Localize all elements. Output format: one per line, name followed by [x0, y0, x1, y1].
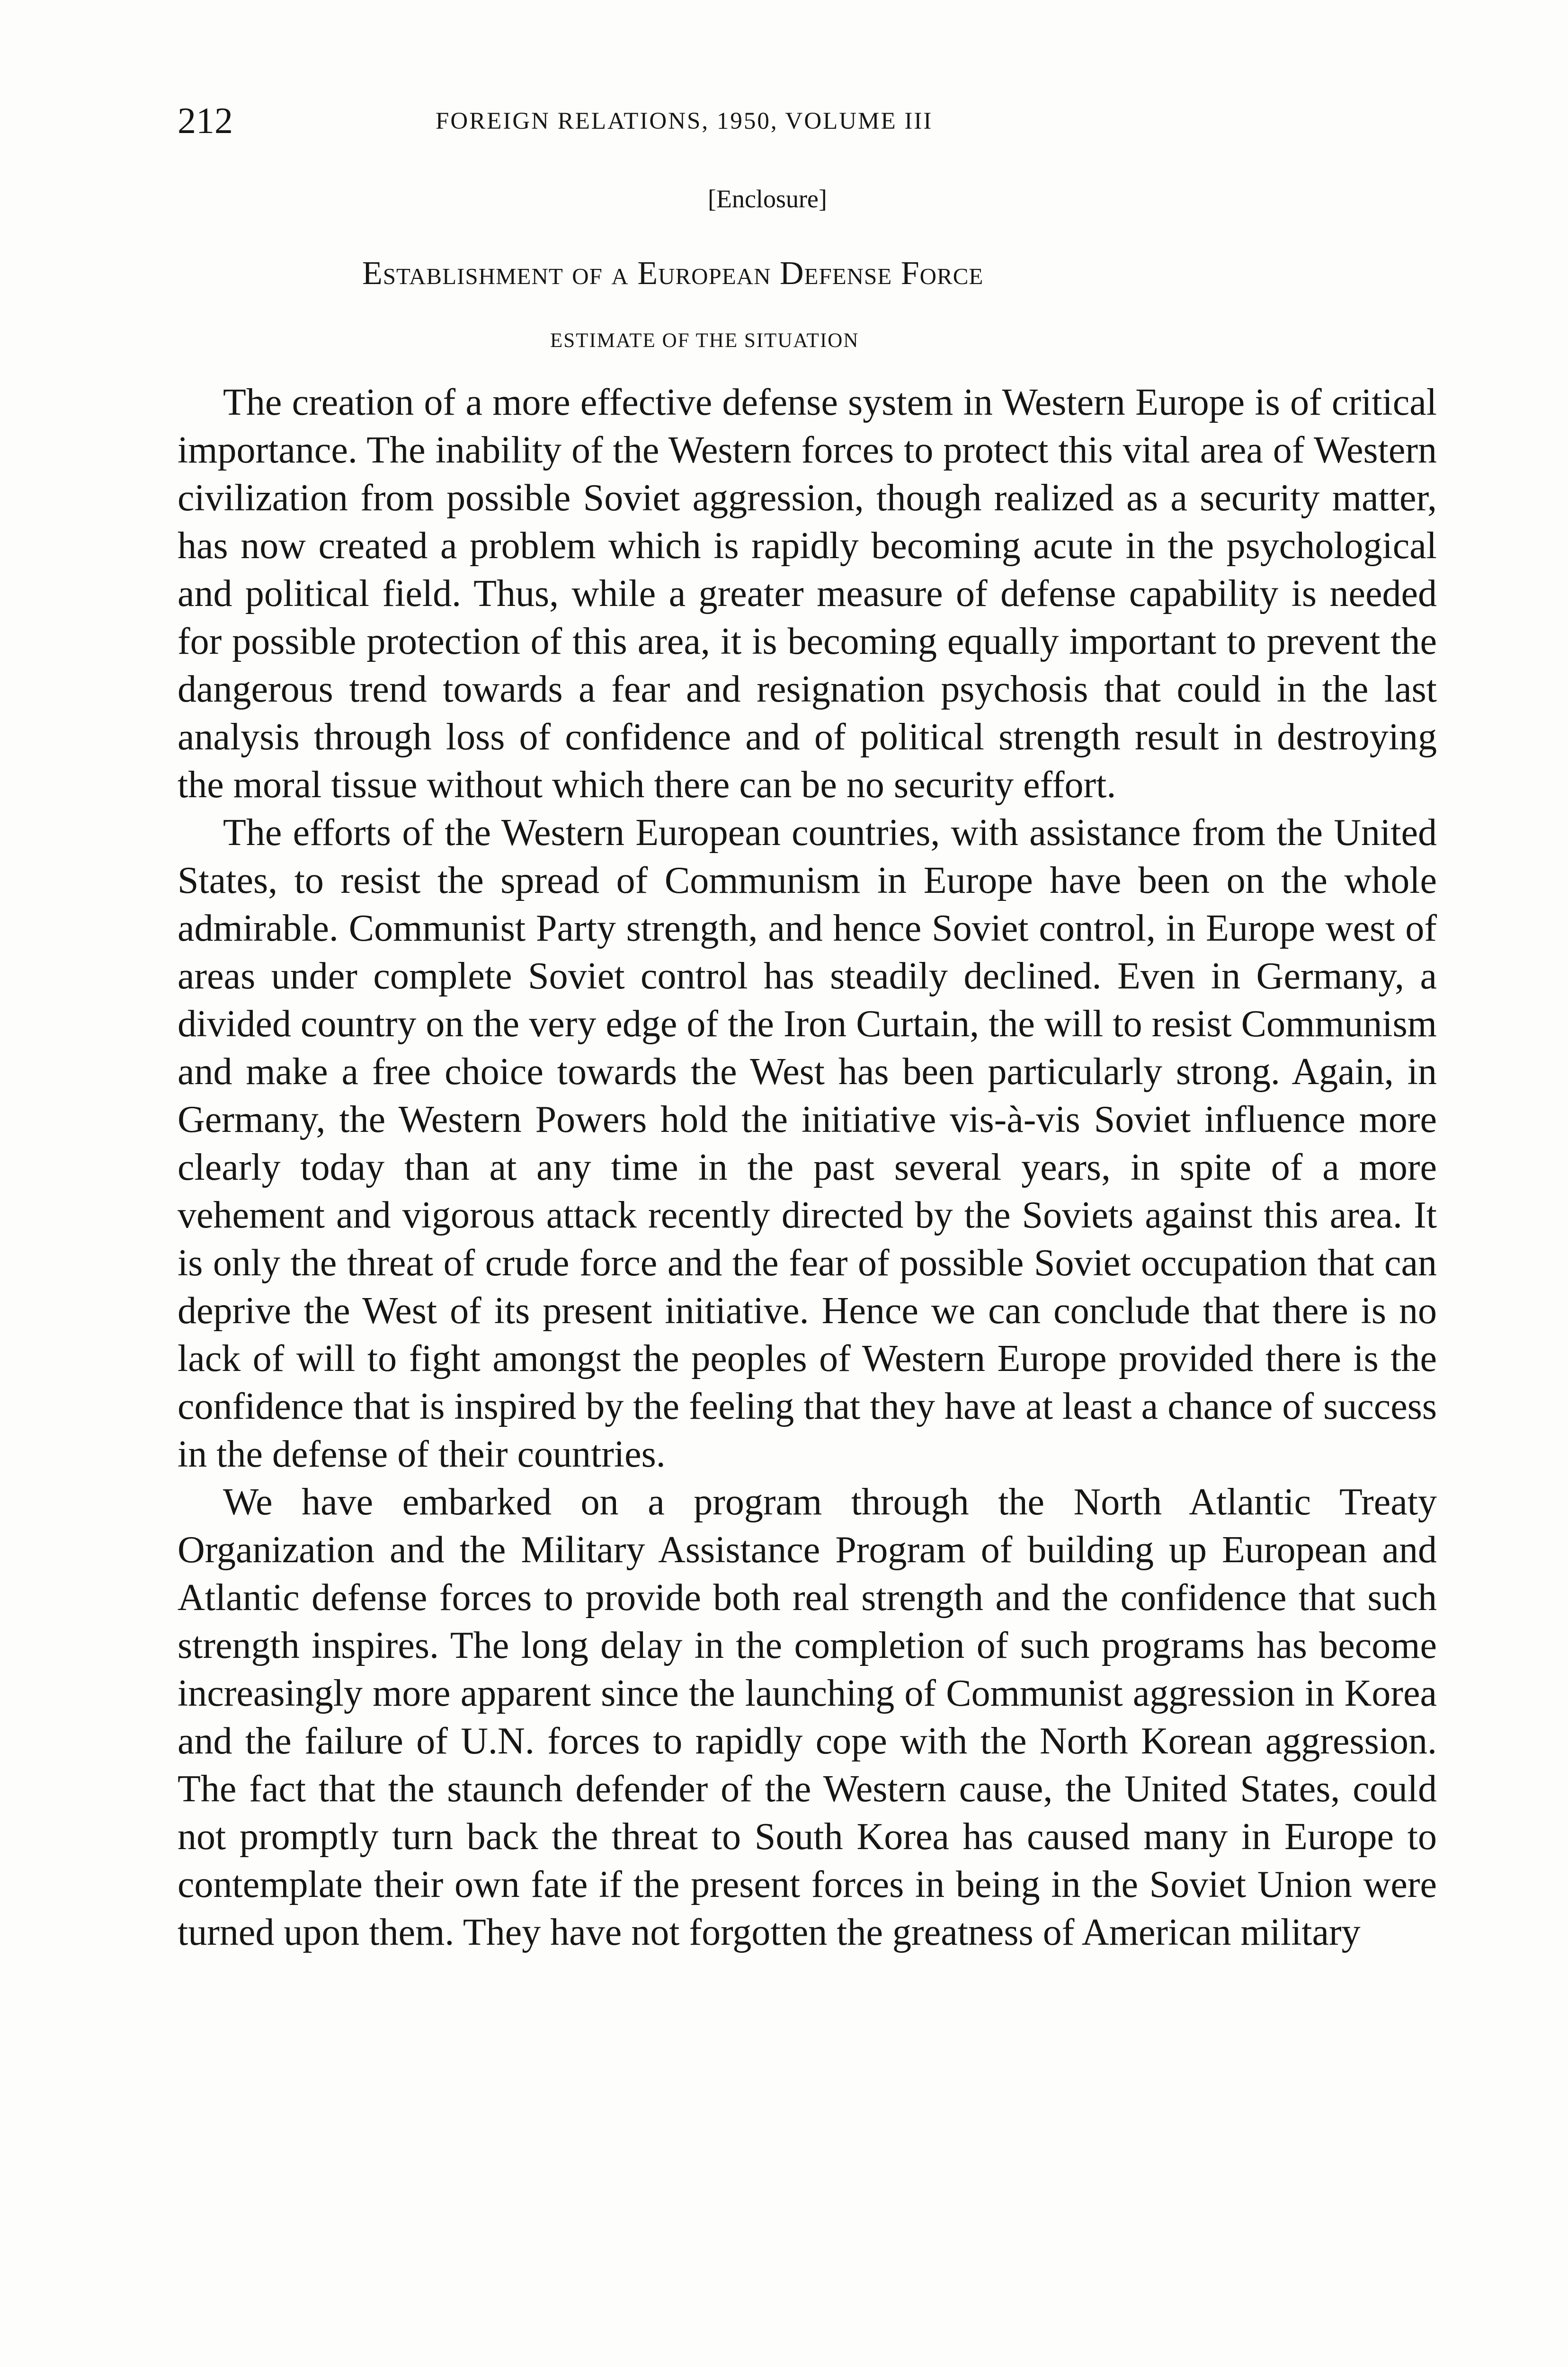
running-head — [178, 99, 1167, 142]
enclosure-label: [Enclosure] — [708, 185, 827, 213]
running-title: FOREIGN RELATIONS, 1950, VOLUME III — [436, 108, 933, 134]
section-title: ESTIMATE OF THE SITUATION — [550, 329, 859, 352]
body-text — [178, 379, 1437, 1957]
paragraph-1: The creation of a more effective defense system in Western Europe is of critical importance. The inability of the Western forces to protect this vital area of Western civilization from possible Soviet aggression, though realized as a security matter, has now created a problem which is rapidly becoming acute in the psychological and political field. Thus, while a greater measure of defense capability is needed for possible protection of this area, it is becoming equally important to prevent the dangerous trend towards a fear and resignation psychosis that could in the last analysis through loss of confidence and of political strength result in destroying the moral tissue without which there can be no security effort. — [178, 382, 1437, 806]
document-title: Establishment of a European Defense Force — [362, 255, 984, 292]
paragraph-2: The efforts of the Western European countries, with assistance from the United States, to resist the spread of Communism in Europe have been on the whole admirable. Communist Party strength, and hence Soviet control, in Europe west of areas under complete Soviet control has steadily declined. Even in Germany, a divided country on the very edge of the Iron Curtain, the will to resist Communism and make a free choice towards the West has been particularly strong. Again, in Germany, the Western Powers hold the initiative vis-à-vis Soviet influence more clearly today than at any time in the past several years, in spite of a more vehement and vigorous attack recently directed by the Soviets against this area. It is only the threat of crude force and the fear of possible Soviet occupation that can deprive the West of its present initiative. Hence we can conclude that there is no lack of will to fight amongst the peoples of Western Europe provided there is the confidence that is inspired by the feeling that they have at least a chance of success in the defense of their countries. — [178, 812, 1437, 1475]
paragraph-3: We have embarked on a program through the North Atlantic Treaty Organization and the Military Assistance Program of building up European and Atlantic defense forces to provide both real strength and the confidence that such strength inspires. The long delay in the completion of such programs has become increasingly more apparent since the launching of Communist aggression in Korea and the failure of U.N. forces to rapidly cope with the North Korean aggression. The fact that the staunch defender of the Western cause, the United States, could not promptly turn back the threat to South Korea has caused many in Europe to contemplate their own fate if the present forces in being in the Soviet Union were turned upon them. They have not forgotten the greatness of American military — [178, 1481, 1437, 1953]
page-number: 212 — [178, 100, 233, 141]
